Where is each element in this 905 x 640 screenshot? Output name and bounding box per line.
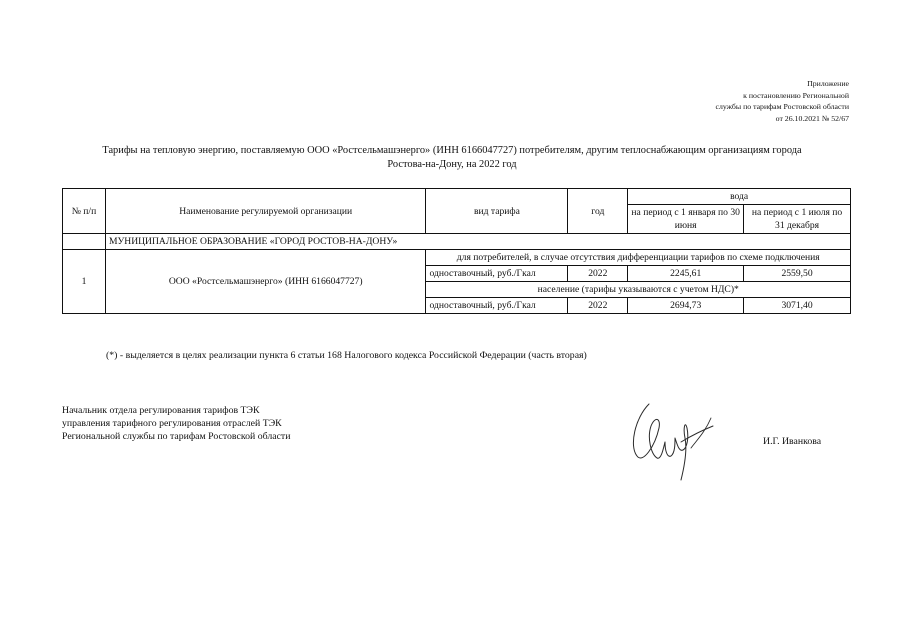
section-empty-cell [63, 234, 106, 250]
row-num: 1 [63, 250, 106, 314]
group-1-type: одноставочный, руб./Гкал [426, 266, 568, 282]
signer-name: И.Г. Иванкова [763, 436, 822, 447]
appendix-header [715, 78, 849, 124]
group-2-label: население (тарифы указываются с учетом НДС)* [426, 282, 851, 298]
header-num: № п/п [63, 189, 106, 234]
header-year: год [568, 189, 628, 234]
group-1-period-1-value: 2245,61 [628, 266, 744, 282]
group-2-year: 2022 [568, 298, 628, 314]
group-2-period-1-value: 2694,73 [628, 298, 744, 314]
group-2-type: одноставочный, руб./Гкал [426, 298, 568, 314]
appendix-line-1: Приложение [807, 79, 849, 88]
group-1-period-2-value: 2559,50 [744, 266, 851, 282]
table-row [63, 250, 851, 266]
signer-line-2: управления тарифного регулирования отраслей ТЭК [62, 417, 282, 429]
group-2-period-2-value: 3071,40 [744, 298, 851, 314]
header-period-2: на период с 1 июля по 31 декабря [744, 205, 851, 234]
document-title [62, 144, 842, 172]
header-water: вода [628, 189, 851, 205]
header-tariff-type: вид тарифа [426, 189, 568, 234]
section-title: МУНИЦИПАЛЬНОЕ ОБРАЗОВАНИЕ «ГОРОД РОСТОВ-НА-ДОНУ» [105, 234, 850, 250]
group-1-label: для потребителей, в случае отсутствия дифференциации тарифов по схеме подключения [426, 250, 851, 266]
signature-image [625, 398, 720, 493]
section-row [63, 234, 851, 250]
row-org: ООО «Ростсельмашэнерго» (ИНН 6166047727) [105, 250, 426, 314]
title-line-1: Тарифы на тепловую энергию, поставляемую ООО «Ростсельмашэнерго» (ИНН 6166047727) потребителям, другим теплоснабжающим организациям города [102, 145, 802, 156]
signer-line-1: Начальник отдела регулирования тарифов ТЭК [62, 405, 260, 416]
table-header-row [63, 189, 851, 205]
signer-position [62, 405, 290, 443]
header-period-1: на период с 1 января по 30 июня [628, 205, 744, 234]
group-1-year: 2022 [568, 266, 628, 282]
title-line-2: Ростова-на-Дону, на 2022 год [387, 159, 517, 170]
appendix-line-4: от 26.10.2021 № 52/67 [775, 113, 849, 123]
tariff-table [62, 188, 851, 314]
appendix-line-3: службы по тарифам Ростовской области [715, 102, 849, 111]
signer-line-3: Региональной службы по тарифам Ростовской области [62, 430, 291, 442]
footnote: (*) - выделяется в целях реализации пункта 6 статьи 168 Налогового кодекса Российской Федерации (часть вторая) [106, 350, 587, 361]
header-org: Наименование регулируемой организации [105, 189, 426, 234]
appendix-line-2: к постановлению Региональной [743, 90, 849, 100]
